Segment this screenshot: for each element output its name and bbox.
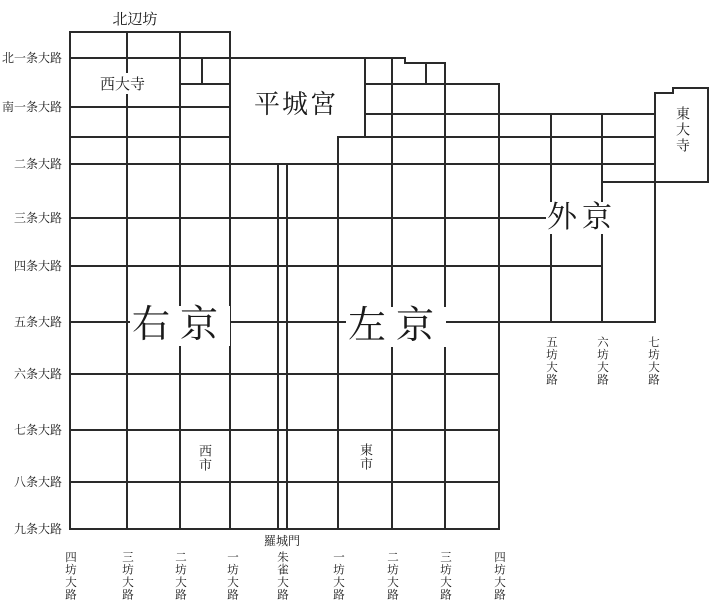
street-label-shichibo: 七坊大路: [647, 336, 659, 386]
street-label-sanbo-east: 三坊大路: [439, 551, 451, 601]
street-label-shibo-east: 四坊大路: [493, 551, 505, 601]
street-label-ichibo-east: 一坊大路: [332, 551, 344, 601]
area-label-heijokyu: 平城宮: [254, 89, 339, 119]
street-label-kujo: 九条大路: [13, 522, 62, 536]
area-label-rajomon: 羅城門: [263, 534, 300, 548]
street-label-sanjo: 三条大路: [13, 211, 62, 225]
street-label-hachijo: 八条大路: [13, 475, 62, 489]
street-label-nibo-east: 二坊大路: [386, 551, 398, 601]
street-label-shijo: 四条大路: [13, 259, 62, 273]
street-label-minami-ichijo: 南一条大路: [2, 100, 63, 114]
street-label-shichijo: 七条大路: [13, 423, 62, 437]
street-label-shibo-west: 四坊大路: [64, 551, 76, 601]
street-label-sanbo-west: 三坊大路: [121, 551, 133, 601]
area-label-west-market: 西市: [197, 444, 212, 472]
street-label-ichibo-west: 一坊大路: [226, 551, 238, 601]
street-label-gobo: 五坊大路: [545, 336, 557, 386]
street-label-rokujo: 六条大路: [13, 367, 62, 381]
street-label-rokubo: 六坊大路: [596, 336, 608, 386]
area-label-hokuhenbo: 北辺坊: [112, 11, 158, 28]
area-label-gekyo: 外京: [547, 201, 617, 234]
area-label-sakyo: 左京: [348, 305, 445, 347]
area-label-east-market: 東市: [358, 443, 373, 471]
street-label-kita-ichijo: 北一条大路: [2, 51, 63, 65]
area-label-saidaiji: 西大寺: [98, 73, 147, 94]
street-label-gojo: 五条大路: [13, 315, 62, 329]
street-label-nibo-west: 二坊大路: [174, 551, 186, 601]
street-label-suzaku: 朱雀大路: [276, 551, 288, 601]
area-label-ukyo: 右京: [132, 304, 229, 346]
area-label-todaiji: 東大寺: [675, 106, 691, 154]
street-label-nijo: 二条大路: [13, 157, 62, 171]
